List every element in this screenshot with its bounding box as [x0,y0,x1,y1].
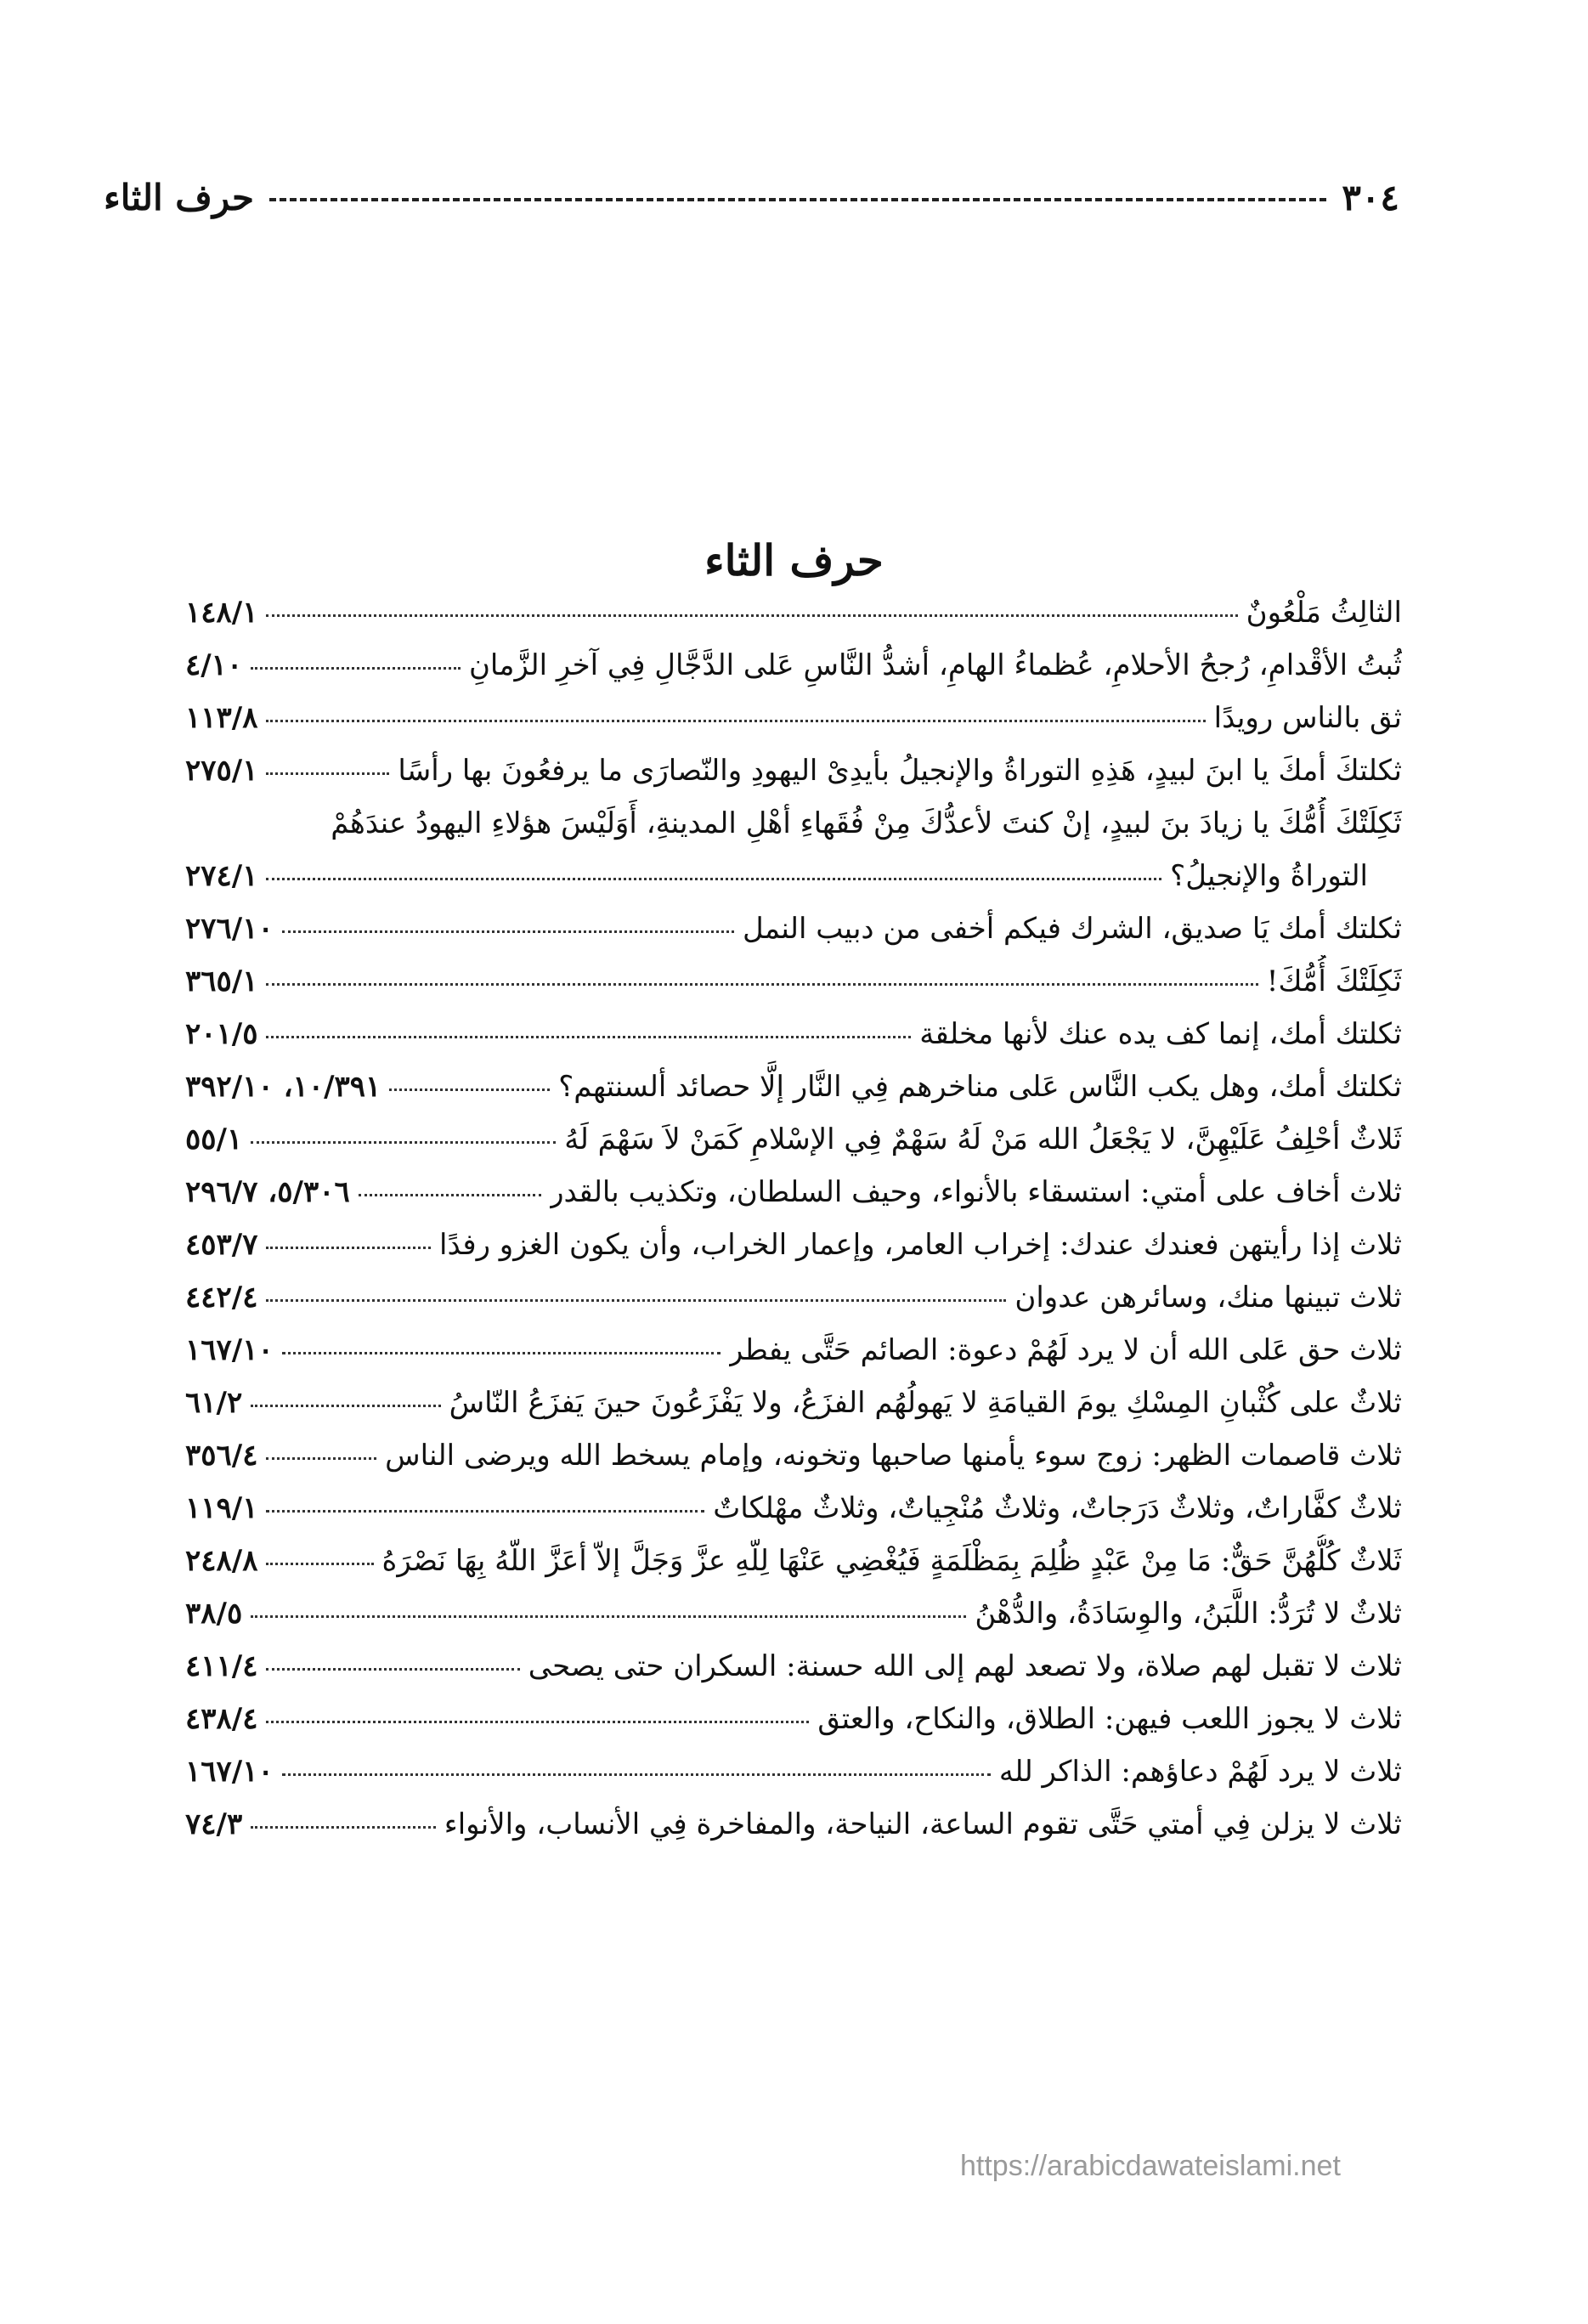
leader-dots [266,772,389,775]
entry-text: ثَكِلَتْكَ أُمُّكَ! [1266,964,1402,998]
entry-reference: ١٦٧/١٠ [185,1755,274,1789]
entry-reference: ٣٥٦/٤ [185,1439,258,1473]
entry-text: ثلاث حق عَلى الله أن لا يرد لَهُمْ دعوة: الصائم حَتَّى يفطر [729,1333,1402,1367]
entry-text: ثلاث قاصمات الظهر: زوج سوء يأمنها صاحبها وتخونه، وإمام يسخط الله ويرضى الناس [385,1439,1402,1473]
hadith-index-list [185,586,1402,1851]
entry-text: ثلاث لا يجوز اللعب فيهن: الطلاق، والنكاح، والعتق [817,1702,1402,1736]
index-entry [185,1798,1402,1851]
entry-reference: ١٤٨/١ [185,596,258,630]
index-entry [185,1535,1402,1587]
leader-dots [266,1299,1006,1302]
index-entry [185,1482,1402,1535]
entry-reference: ٤٤٢/٤ [185,1281,258,1315]
running-header [104,170,1399,224]
entry-reference: ١٠/٣٩١، ٣٩٢/١٠ [185,1070,381,1104]
index-entry [185,586,1402,639]
leader-dots [251,1405,440,1407]
entry-reference: ١١٣/٨ [185,701,258,735]
leader-dots [266,1036,911,1038]
leader-dots [251,1826,436,1829]
leader-dots [282,1352,721,1354]
entry-text: الثالِثُ مَلْعُونٌ [1246,596,1402,630]
index-entry [185,1429,1402,1482]
entry-text: ثلاث لا تقبل لهم صلاة، ولا تصعد لهم إلى الله حسنة: السكران حتى يصحى [528,1649,1402,1683]
entry-reference: ٢٠١/٥ [185,1017,258,1051]
entry-text: ثلاث أخاف على أمتي: استسقاء بالأنواء، وحيف السلطان، وتكذيب بالقدر [550,1175,1402,1209]
index-entry [185,1377,1402,1429]
leader-dots [251,667,461,670]
leader-dots [266,878,1161,880]
leader-dots [266,1247,431,1249]
leader-dots [266,1457,376,1460]
entry-text: ثلاثٌ كفَّاراتٌ، وثلاثٌ دَرَجاتٌ، وثلاثٌ مُنْجِياتٌ، وثلاثٌ مهْلكاتٌ [713,1491,1402,1525]
entry-reference: ٤١١/٤ [185,1649,258,1683]
leader-dots [266,1668,519,1671]
website-watermark: https://arabicdawateislami.net [960,2150,1341,2182]
index-entry [185,1587,1402,1640]
entry-reference: ٥/٣٠٦، ٢٩٦/٧ [185,1175,350,1209]
leader-dots [266,1510,704,1513]
entry-reference: ٦١/٢ [185,1386,243,1420]
leader-dots [359,1194,541,1196]
entry-reference: ١٦٧/١٠ [185,1333,274,1367]
index-entry [185,692,1402,744]
index-entry [185,797,1402,850]
entry-text: ثلاثٌ على كُثْبانِ المِسْكِ يومَ القيامَةِ لا يَهولُهُم الفزَعُ، ولا يَفْزَعُونَ حينَ يَفزَعُ النّاسُ [449,1386,1402,1420]
leader-dots [266,614,1237,617]
entry-reference: ٢٧٦/١٠ [185,912,274,946]
entry-text: ثكلتك أمك يَا صديق، الشرك فيكم أخفى من دبيب النمل [743,912,1402,946]
entry-reference: ٣٦٥/١ [185,964,258,998]
entry-text: ثَلاثٌ أحْلِفُ عَلَيْهِنَّ، لا يَجْعَلُ الله مَنْ لَهُ سَهْمٌ فِي الإسْلامِ كَمَنْ لاَ سَهْمَ لَهُ [564,1122,1402,1156]
index-entry [185,639,1402,692]
entry-text: ثكلتك أمك، وهل يكب النَّاس عَلى مناخرهم فِي النَّار إلَّا حصائد ألسنتهم؟ [558,1070,1402,1104]
index-entry [185,1219,1402,1271]
header-dashed-rule [269,198,1326,201]
leader-dots [266,983,1257,986]
entry-reference: ١١٩/١ [185,1491,258,1525]
index-entry [185,1113,1402,1166]
entry-text: ثَلاثٌ كُلُّهُنَّ حَقٌّ: مَا مِنْ عَبْدٍ ظُلِمَ بِمَظْلَمَةٍ فَيُغْضِي عَنْهَا لِلّهِ عزَّ وَجَلَّ إلاّ أعَزَّ اللّهُ بِهَا نَصْرَهُ [381,1544,1402,1578]
entry-text: ثلاث إذا رأيتهن فعندك عندك: إخراب العامر، وإعمار الخراب، وأن يكون الغزو رفدًا [439,1228,1402,1262]
index-entry [185,955,1402,1008]
index-entry [185,1008,1402,1060]
entry-text: ثلاث تبينها منك، وسائرهن عدوان [1014,1281,1402,1315]
leader-dots [282,930,734,933]
leader-dots [282,1773,991,1776]
entry-reference: ٢٧٤/١ [185,859,258,893]
entry-text: ثكلتك أمك، إنما كف يده عنك لأنها مخلقة [919,1017,1402,1051]
index-entry-continuation [185,850,1402,902]
running-header-title: حرف الثاء [104,176,254,218]
entry-reference: ٤٣٨/٤ [185,1702,258,1736]
entry-text: ثق بالناس رويدًا [1213,701,1402,735]
section-title: حرف الثاء [704,535,884,585]
leader-dots [251,1141,556,1144]
leader-dots [389,1088,550,1091]
entry-reference: ٤/١٠ [185,648,243,682]
page-number: ٣٠٤ [1342,176,1399,218]
entry-text: ثلاثٌ لا تُرَدُّ: اللَّبَنُ، والوِسَادَةُ، والدُّهْنُ [975,1597,1402,1631]
entry-reference: ٣٨/٥ [185,1597,243,1631]
entry-reference: ٧٤/٣ [185,1807,243,1841]
entry-text: ثُبتُ الأقْدامِ، رُجحُ الأحلامِ، عُظماءُ الهامِ، أشدُّ النَّاسِ عَلى الدَّجَّالِ فِي آخرِ الزَّمانِ [468,648,1402,682]
leader-dots [266,1563,373,1565]
leader-dots [251,1615,966,1618]
index-entry [185,744,1402,797]
index-entry [185,1324,1402,1377]
index-entry [185,1640,1402,1693]
entry-reference: ٤٥٣/٧ [185,1228,258,1262]
index-entry [185,1166,1402,1219]
index-entry [185,902,1402,955]
entry-text-continuation: التوراةُ والإنجيلُ؟ [1170,859,1368,893]
entry-text: ثلاث لا يرد لَهُمْ دعاؤهم: الذاكر لله [998,1755,1402,1789]
index-entry [185,1745,1402,1798]
leader-dots [266,720,1205,722]
index-entry [185,1693,1402,1745]
entry-text: ثلاث لا يزلن فِي أمتي حَتَّى تقوم الساعة، النياحة، والمفاخرة فِي الأنساب، والأنواء [444,1807,1402,1841]
index-entry [185,1060,1402,1113]
leader-dots [266,1721,809,1723]
entry-reference: ٢٤٨/٨ [185,1544,258,1578]
entry-reference: ٢٧٥/١ [185,754,258,788]
entry-text: ثكلتكَ أمكَ يا ابنَ لبيدٍ، هَذِهِ التوراةُ والإنجيلُ بأيدِىْ اليهودِ والنّصارَى ما يرفعُونَ بها رأسًا [398,754,1402,788]
index-entry [185,1271,1402,1324]
entry-reference: ٥٥/١ [185,1122,243,1156]
entry-text: ثَكِلَتْكَ أُمُّكَ يا زيادَ بنَ لبيدٍ، إنْ كنتَ لأعدُّكَ مِنْ فُقَهاءِ أهْلِ المدينةِ، أَوَلَيْسَ هؤلاءِ اليهودُ عندَهُمْ [331,806,1402,840]
